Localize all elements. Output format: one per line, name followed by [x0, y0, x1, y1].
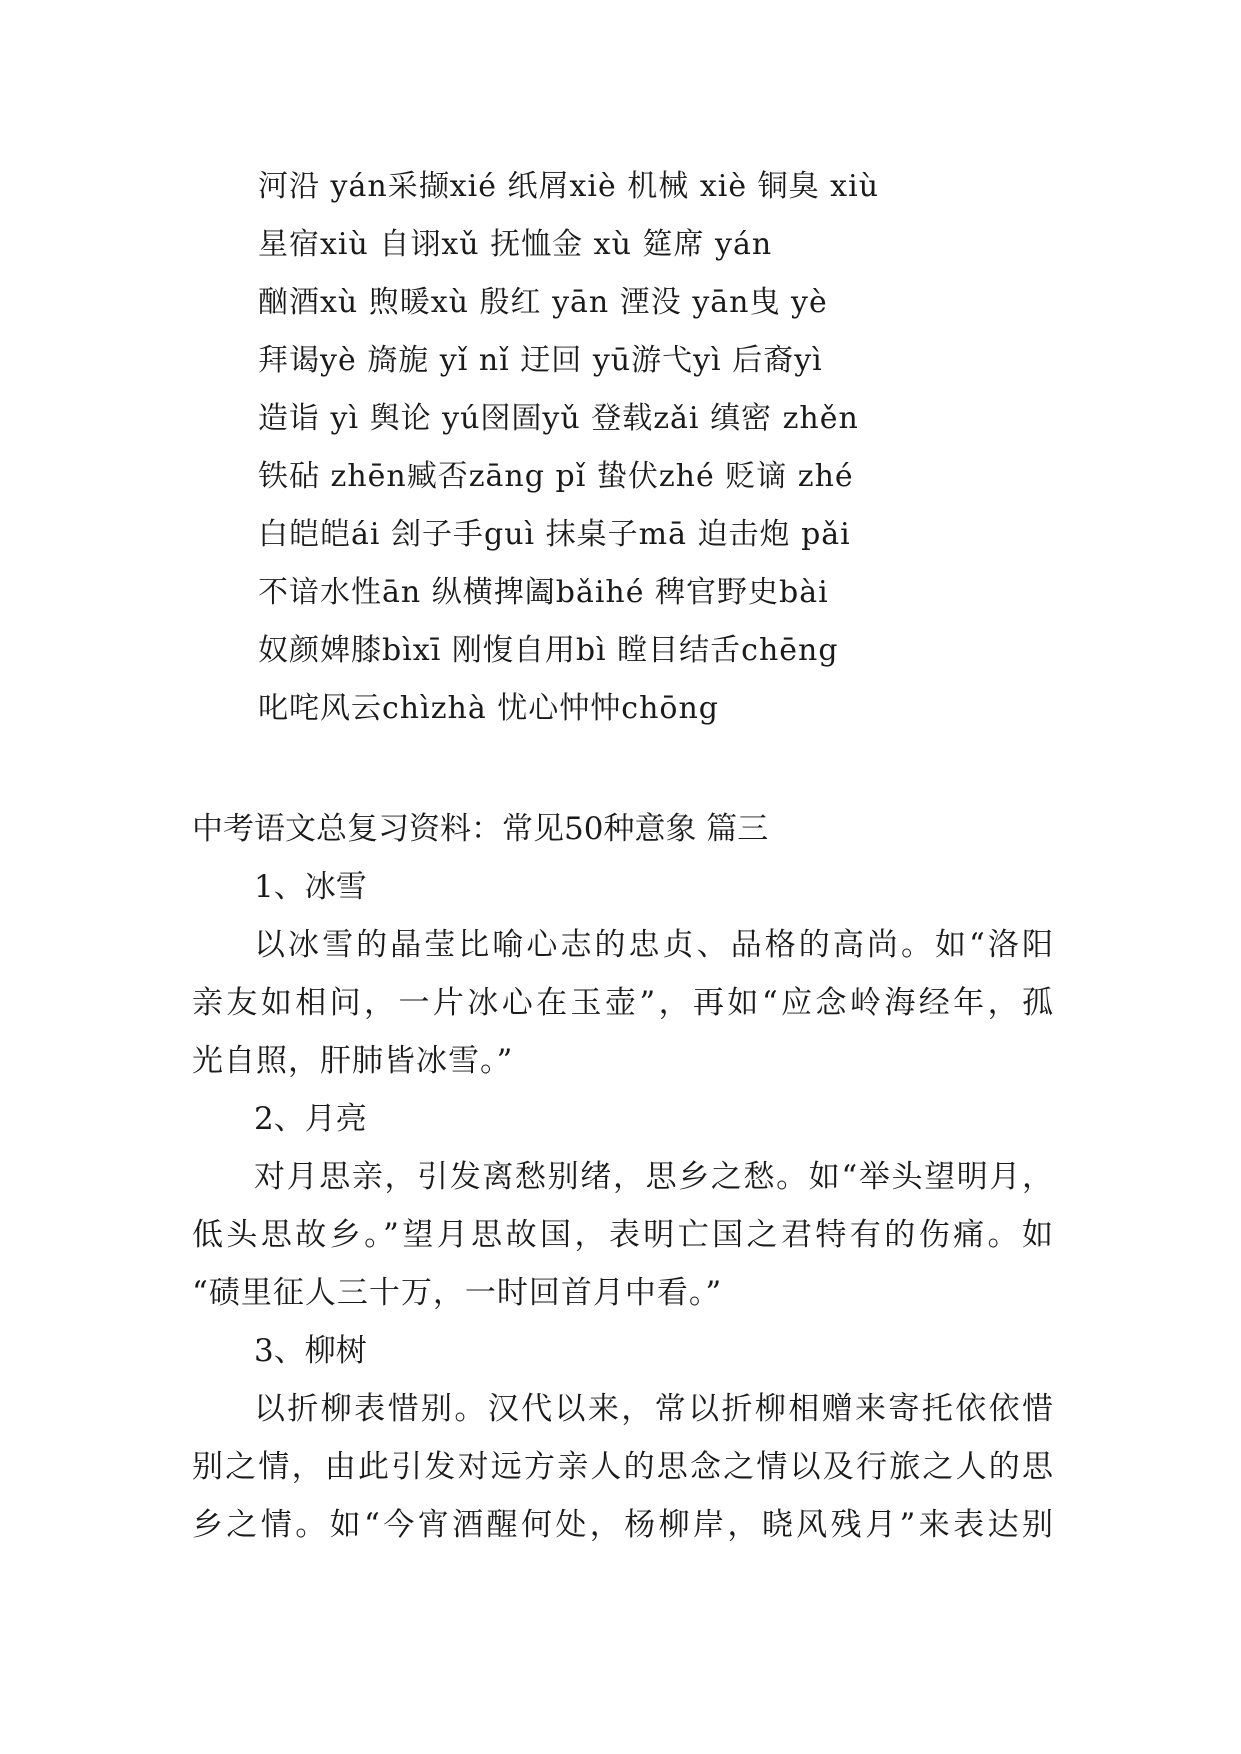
pinyin-line: 奴颜婢膝bìxī 刚愎自用bì 瞠目结舌chēng: [258, 633, 839, 668]
pinyin-line: 白皑皑ái 刽子手guì 抹桌子mā 迫击炮 pǎi: [258, 517, 851, 552]
paragraph-line: 以折柳表惜别。汉代以来，常以折柳相赠来寄托依依惜: [254, 1391, 1054, 1427]
paragraph-line: 以冰雪的晶莹比喻心志的忠贞、品格的高尚。如“洛阳: [254, 927, 1054, 963]
section-ice-snow: [192, 858, 1054, 1090]
paragraph-line: 对月思亲，引发离愁别绪，思乡之愁。如“举头望明月，: [254, 1159, 1054, 1195]
pinyin-line: 不谙水性ān 纵横捭阖bǎihé 稗官野史bài: [258, 575, 829, 610]
section-moon: [192, 1090, 1054, 1322]
paragraph-line: 低头思故乡。”望月思故国，表明亡国之君特有的伤痛。如: [192, 1217, 1054, 1253]
section-heading: 3、柳树: [254, 1333, 367, 1369]
section-willow: [192, 1322, 1054, 1554]
section-heading: 1、冰雪: [254, 869, 367, 905]
pinyin-line: 酗酒xù 煦暖xù 殷红 yān 湮没 yān曳 yè: [258, 285, 828, 320]
pinyin-line: 拜谒yè 旖旎 yǐ nǐ 迂回 yū游弋yì 后裔yì: [258, 343, 823, 378]
pinyin-line: 铁砧 zhēn臧否zāng pǐ 蛰伏zhé 贬谪 zhé: [258, 459, 854, 494]
pinyin-line: 星宿xiù 自诩xǔ 抚恤金 xù 筵席 yán: [258, 227, 773, 262]
pinyin-line: 叱咤风云chìzhà 忧心忡忡chōng: [258, 691, 719, 726]
pinyin-line: 河沿 yán采撷xié 纸屑xiè 机械 xiè 铜臭 xiù: [258, 169, 880, 204]
paragraph-line: 光自照，肝肺皆冰雪。”: [192, 1043, 514, 1079]
article-imagery: [192, 800, 1054, 1554]
paragraph-line: “碛里征人三十万，一时回首月中看。”: [192, 1275, 723, 1311]
paragraph-line: 别之情，由此引发对远方亲人的思念之情以及行旅之人的思: [192, 1449, 1054, 1485]
article-title: 中考语文总复习资料：常见50种意象 篇三: [192, 811, 769, 847]
pinyin-line: 造诣 yì 舆论 yú囹圄yǔ 登载zǎi 缜密 zhěn: [258, 401, 859, 436]
paragraph-line: 亲友如相问，一片冰心在玉壶”，再如“应念岭海经年，孤: [192, 985, 1054, 1021]
pinyin-word-list: [258, 158, 1158, 738]
section-heading: 2、月亮: [254, 1101, 367, 1137]
paragraph-line: 乡之情。如“今宵酒醒何处，杨柳岸，晓风残月”来表达别: [192, 1507, 1054, 1543]
